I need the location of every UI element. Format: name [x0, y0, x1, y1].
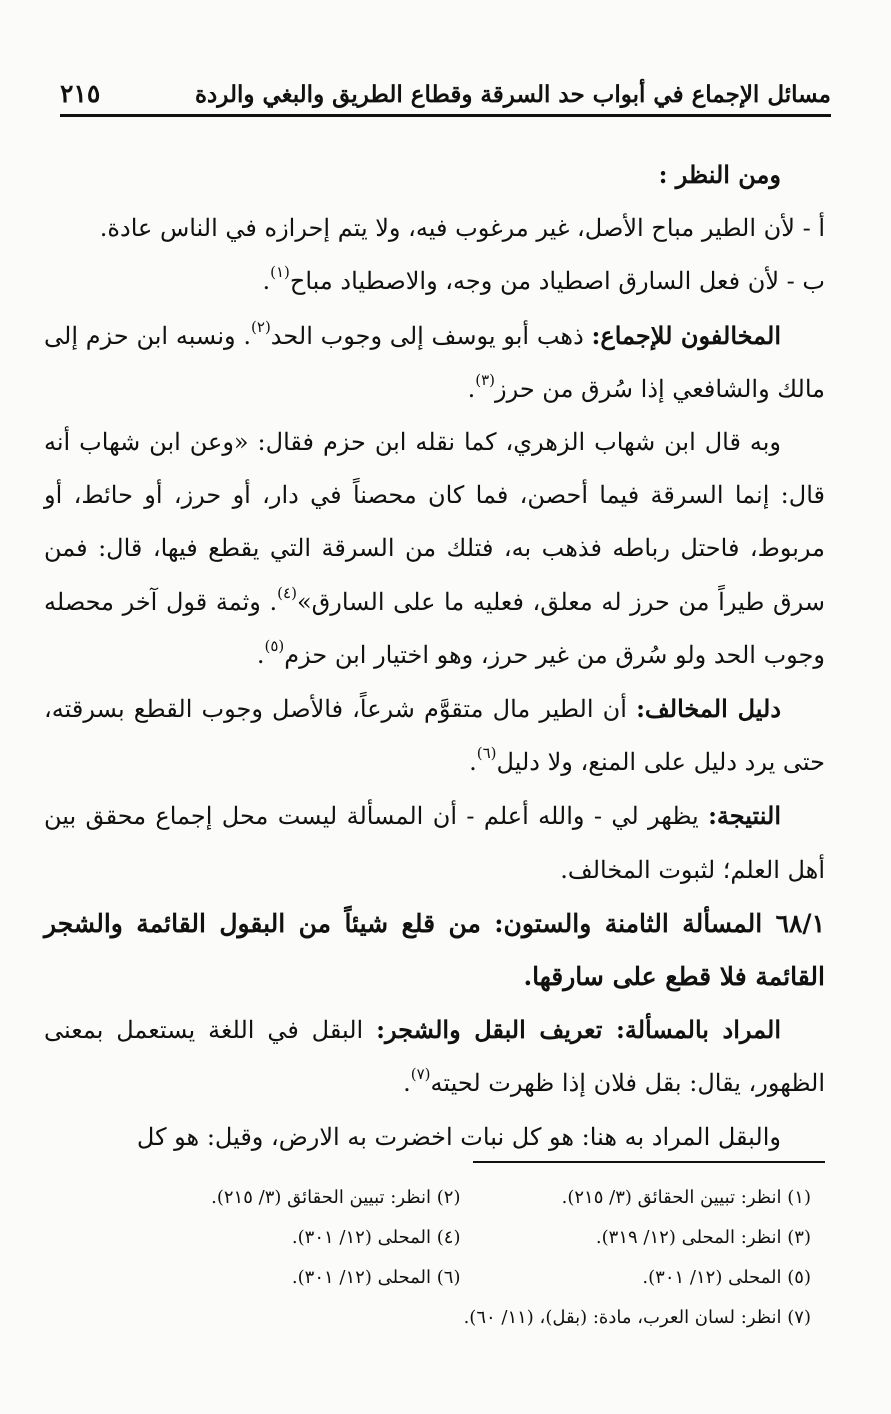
- paragraph-text: . ونسبه ابن حزم إلى مالك والشافعي إذا سُرق من حرز: [44, 321, 825, 403]
- paragraph-point-b: [44, 255, 825, 308]
- body-text: [44, 148, 825, 1164]
- paragraph-end: .: [403, 1069, 411, 1098]
- paragraph-point-a: أ - لأن الطير مباح الأصل، غير مرغوب فيه، ولا يتم إحرازه في الناس عادة.: [99, 214, 825, 243]
- footnote-3: (٣) انظر: المحلى (١٢/ ٣١٩).: [595, 1227, 811, 1248]
- footnote-row: [110, 1298, 811, 1338]
- paragraph-label: ومن النظر :: [658, 160, 781, 189]
- paragraph-text: . وثمة قول آخر محصله وجوب الحد ولو سُرق من غير حرز، وهو اختيار ابن حزم: [44, 587, 825, 669]
- footnote-5: (٥) المحلى (١٢/ ٣٠١).: [642, 1267, 811, 1288]
- footnote-ref: (٣): [475, 370, 495, 389]
- footnote-ref: (٥): [264, 636, 285, 655]
- paragraph-text: يظهر لي - والله أعلم - أن المسألة ليست محل إجماع محقق بين أهل العلم؛ لثبوت المخالف.: [44, 802, 825, 884]
- issue-heading: ٦٨/١ المسألة الثامنة والستون: من قلع شيئاً من البقول القائمة والشجر القائمة فلا قطع على سارقها.: [44, 908, 825, 992]
- page-number: ٢١٥: [60, 79, 101, 108]
- paragraph-end: .: [467, 374, 476, 403]
- footnotes: [110, 1178, 811, 1338]
- footnote-2: (٢) انظر: تبيين الحقائق (٣/ ٢١٥).: [211, 1187, 461, 1208]
- footnote-ref: (٢): [251, 317, 271, 336]
- paragraph-result: [44, 789, 825, 896]
- footnote-row: [110, 1258, 811, 1298]
- footnote-ref: (٤): [277, 583, 297, 602]
- paragraph-definition: [44, 1003, 825, 1110]
- footnote-7: (٧) انظر: لسان العرب، مادة: (بقل)، (١١/ ٦٠).: [463, 1307, 811, 1328]
- paragraph-end: .: [469, 748, 477, 777]
- paragraph-label: دليل المخالف:: [636, 694, 782, 724]
- running-title: مسائل الإجماع في أبواب حد السرقة وقطاع الطريق والبغي والردة: [194, 81, 831, 108]
- running-header: [60, 62, 831, 117]
- paragraph-text: ذهب أبو يوسف إلى وجوب الحد: [270, 321, 592, 350]
- paragraph-dissenters: [44, 309, 825, 416]
- paragraph-label: النتيجة:: [708, 801, 781, 831]
- footnote-row: [110, 1218, 811, 1258]
- paragraph-label: المراد بالمسألة: تعريف البقل والشجر:: [376, 1015, 781, 1045]
- paragraph-label: المخالفون للإجماع:: [591, 320, 782, 350]
- paragraph-end: .: [262, 267, 271, 296]
- paragraph-text: ب - لأن فعل السارق اصطياد من وجه، والاصطياد مباح: [289, 267, 825, 296]
- paragraph-dissenter-evidence: [44, 682, 825, 789]
- footnote-divider: [473, 1161, 825, 1163]
- paragraph-end: .: [256, 640, 265, 669]
- footnote-row: [110, 1178, 811, 1218]
- paragraph-text: أن الطير مال متقوَّم شرعاً، فالأصل وجوب القطع بسرقته، حتى يرد دليل على المنع، ولا دليل: [44, 695, 825, 777]
- footnote-6: (٦) المحلى (١٢/ ٣٠١).: [291, 1267, 461, 1288]
- footnote-4: (٤) المحلى (١٢/ ٣٠١).: [291, 1227, 461, 1248]
- footnote-ref: (٦): [476, 744, 497, 763]
- footnote-ref: (١): [270, 263, 290, 282]
- paragraph-ibn-shihab: [44, 416, 825, 682]
- footnote-ref: (٧): [410, 1065, 431, 1084]
- paragraph-text: البقل في اللغة يستعمل بمعنى الظهور، يقال: بقل فلان إذا ظهرت لحيته: [44, 1016, 825, 1098]
- paragraph-from-reason: [44, 148, 825, 202]
- paragraph-text: وبه قال ابن شهاب الزهري، كما نقله ابن حزم فقال: «وعن ابن شهاب أنه قال: إنما السرقة فيما أحصن، فما كان محصناً في دار، أو حرز، أو حائط، أو مربوط، فاحتل رباطه فذهب به، فتلك من السرقة التي يقطع فيها، قال: فمن سرق طيراً من حرز له معلق، فعليه ما على السارق»: [44, 428, 826, 616]
- footnote-1: (١) انظر: تبيين الحقائق (٣/ ٢١٥).: [561, 1187, 811, 1208]
- paragraph-baql-meaning: والبقل المراد به هنا: هو كل نبات اخضرت به الارض، وقيل: هو كل: [136, 1122, 781, 1151]
